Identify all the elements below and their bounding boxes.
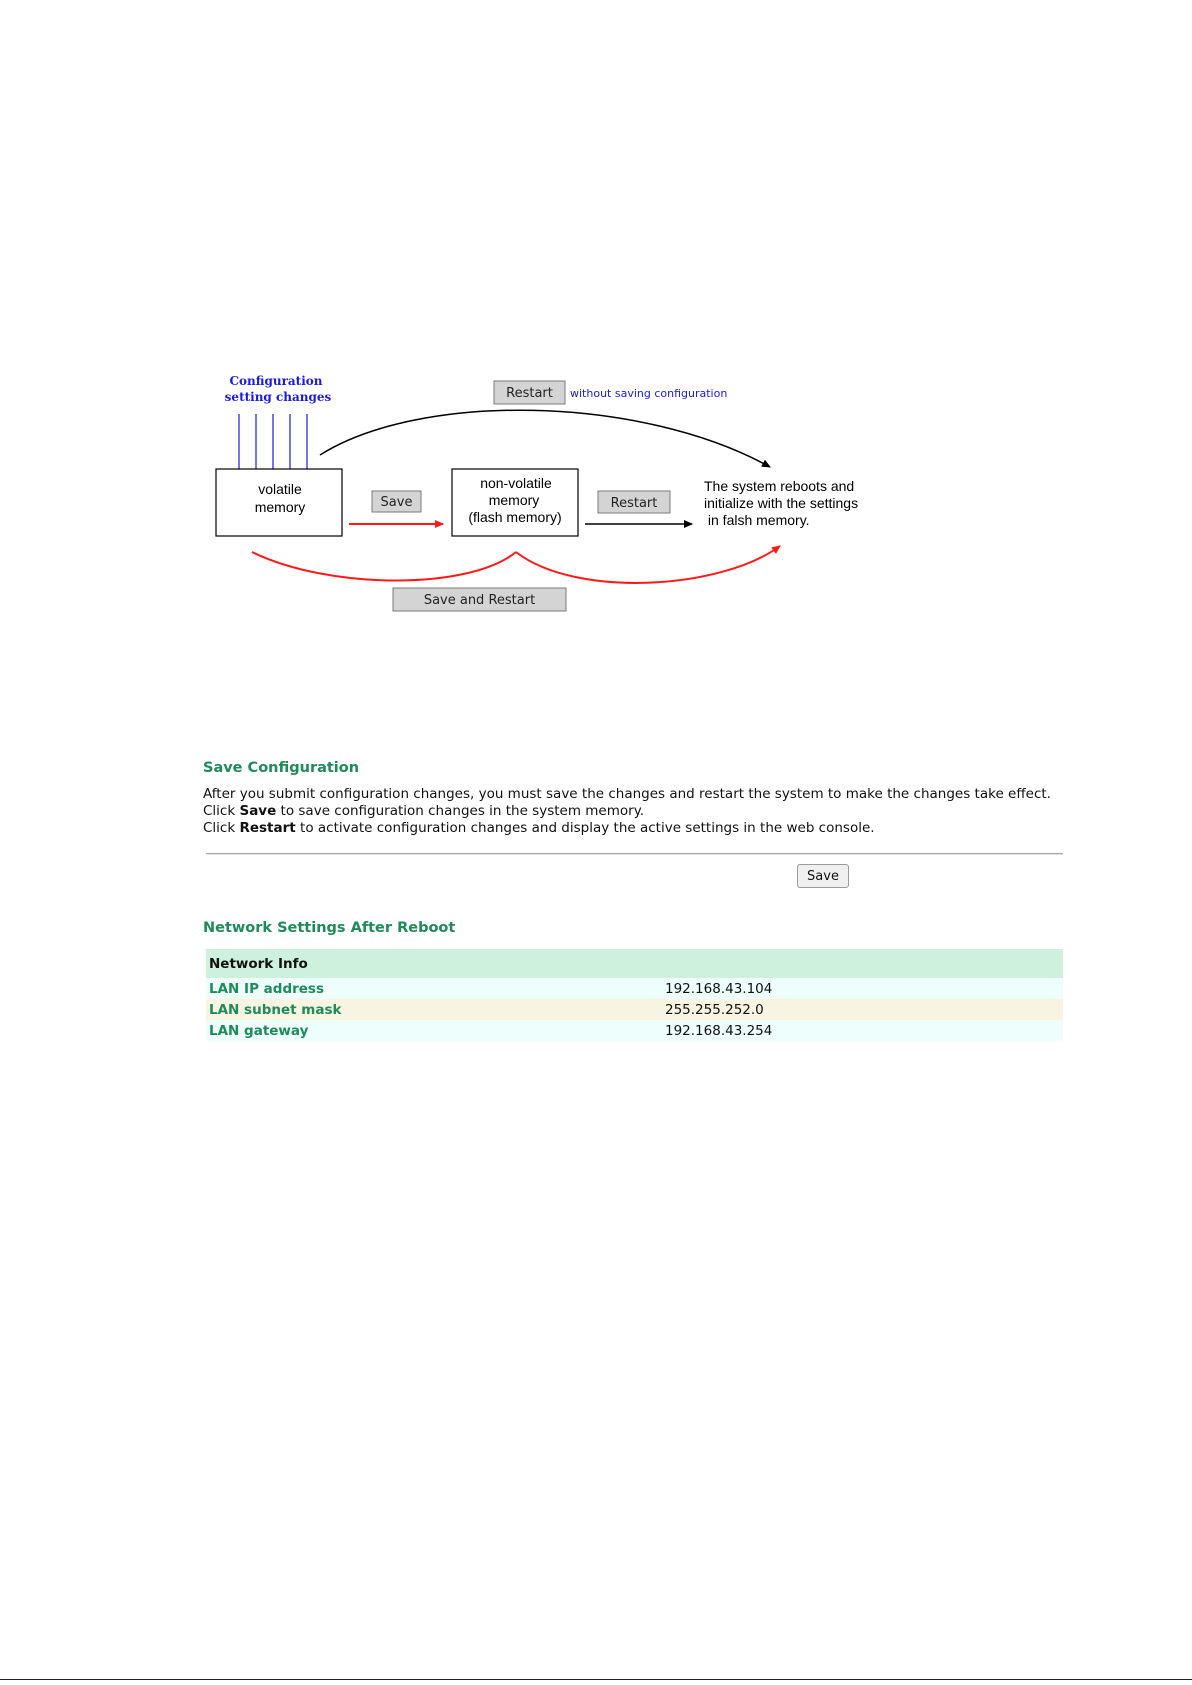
table-header: Network Info: [206, 949, 1063, 978]
save-and-restart-button[interactable]: [393, 588, 566, 611]
network-info-table: [206, 949, 1063, 1041]
restart-mid-label: Restart: [610, 496, 658, 511]
result-line3: in falsh memory.: [704, 512, 810, 528]
save-diagram-label: Save: [380, 495, 413, 510]
save-config-title: Save Configuration: [203, 760, 360, 776]
restart-top-button[interactable]: [494, 381, 565, 404]
config-change-arrows: [239, 414, 307, 475]
desc-line1: After you submit configuration changes, you must save the changes and restart the system to make the changes take effect.: [203, 786, 1051, 802]
desc-line3-pre: Click: [203, 820, 240, 836]
restart-mid-button[interactable]: [598, 491, 670, 513]
config-label-line1: Configuration: [229, 374, 323, 388]
nonvolatile-line3: (flash memory): [468, 509, 562, 525]
save-button[interactable]: Save: [797, 864, 849, 888]
desc-line2: [203, 803, 1063, 820]
volatile-line2: memory: [254, 499, 306, 515]
desc-line2-post: to save configuration changes in the system memory.: [276, 803, 645, 819]
row-label-subnet: LAN subnet mask: [206, 999, 662, 1020]
desc-line3-bold: Restart: [239, 820, 296, 836]
table-row: [206, 999, 1063, 1020]
restart-top-note: without saving configuration: [570, 387, 728, 400]
restart-arc: [320, 410, 770, 467]
nonvolatile-line1: non-volatile: [480, 475, 552, 491]
volatile-line1: volatile: [258, 481, 302, 497]
result-line2: initialize with the settings: [704, 495, 859, 511]
row-label-lan-ip: LAN IP address: [206, 978, 662, 999]
web-console-panel: [203, 760, 1063, 1041]
row-value-subnet: 255.255.252.0: [662, 999, 1063, 1020]
save-row: [203, 855, 1063, 905]
save-restart-arc-right: [516, 546, 780, 583]
restart-top-label: Restart: [506, 386, 553, 401]
save-diagram-button[interactable]: [372, 491, 421, 512]
desc-line3: [203, 820, 1063, 837]
desc-line2-pre: Click: [203, 803, 240, 819]
network-settings-title: Network Settings After Reboot: [203, 920, 456, 936]
table-header-row: [206, 949, 1063, 978]
row-label-gateway: LAN gateway: [206, 1020, 662, 1041]
table-row: [206, 978, 1063, 999]
config-label-line2: setting changes: [224, 390, 332, 404]
nonvolatile-line2: memory: [488, 492, 540, 508]
save-config-description: [203, 786, 1063, 837]
desc-line2-bold: Save: [239, 803, 277, 819]
row-value-gateway: 192.168.43.254: [662, 1020, 1063, 1041]
row-value-lan-ip: 192.168.43.104: [662, 978, 1063, 999]
save-and-restart-label: Save and Restart: [423, 593, 536, 608]
save-restart-arc-left: [252, 552, 516, 581]
desc-line3-post: to activate configuration changes and display the active settings in the web console.: [295, 820, 875, 836]
save-restart-diagram: [0, 0, 1192, 640]
page-bottom-rule: [0, 1679, 1192, 1680]
table-row: [206, 1020, 1063, 1041]
result-line1: The system reboots and: [704, 478, 855, 494]
